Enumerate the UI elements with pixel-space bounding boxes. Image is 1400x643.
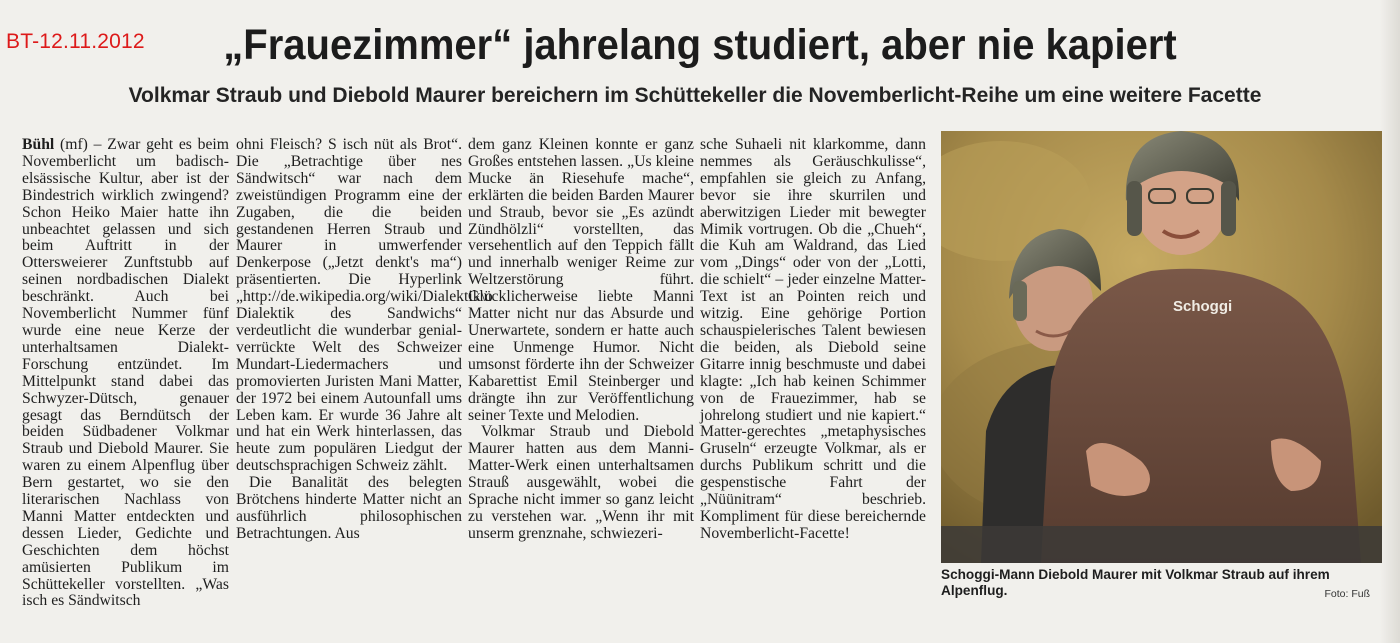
dateline: Bühl bbox=[22, 136, 55, 153]
column-3-paragraph-1: dem ganz Kleinen konnte er ganz Großes entstehen lassen. „Us kleine Mucke än Riesehufe mache“, erklärten die beiden Barden Maurer und Straub, bevor sie „Es azündt Zündhölzli“ vorstellten, das versehentlich auf den Teppich fällt und innerhalb weniger Reime zur Weltzerstörung führt. Glücklicherweise liebte Manni Matter nicht nur das Absurde und Unerwartete, sondern er hatte auch eine Unmenge Humor. Nicht umsonst förderte ihn der Schweizer Kabarettist Emil Steinberger und drängte ihn zur Veröffentlichung seiner Texte und Melodien. bbox=[468, 136, 694, 424]
column-1-paragraph-1 bbox=[22, 137, 229, 610]
article-subheadline: Volkmar Straub und Diebold Maurer bereichern im Schüttekeller die Novemberlicht-Reihe um eine weitere Facette bbox=[128, 84, 1262, 107]
column-2-paragraph-1: ohni Fleisch? S isch nüt als Brot“. Die „Betrachtige über nes Sändwitsch“ war nach dem zweistündigen Programm eine der Zugaben, die die beiden gestandenen Herren Straub und Maurer in umwerfender Denkerpose („Jetzt denkt's ma“) präsentierten. Die Hyperlink „http://de.wikipedia.org/wiki/Dialektik\o Dialektik des Sandwichs“ verdeutlicht die wunderbar genial-verrückte Welt des Schweizer Mundart-Liedermachers und promovierten Juristen Mani Matter, der 1972 bei einem Autounfall ums Leben kam. Er wurde 36 Jahre alt und hat ein Werk hinterlassen, das heute zum populären Liedgut der deutschsprachigen Schweiz zählt. bbox=[236, 136, 493, 475]
article-column-1 bbox=[22, 137, 229, 610]
column-3-paragraph-2: Volkmar Straub und Diebold Maurer hatten aus dem Manni-Matter-Werk einen unterhaltsamen Strauß ausgewählt, wobei die Sprache nicht immer so ganz leicht zu verstehen war. „Wenn ihr mit unserm grenznahe, schwiezeri- bbox=[468, 423, 694, 542]
photo-credit: Foto: Fuß bbox=[1324, 588, 1370, 600]
article-headline: „Frauezimmer“ jahrelang studiert, aber nie kapiert bbox=[223, 21, 1177, 69]
photo-caption: Schoggi-Mann Diebold Maurer mit Volkmar Straub auf ihrem Alpenflug. bbox=[941, 567, 1330, 598]
source-date-tag: BT-12.11.2012 bbox=[6, 30, 145, 53]
performers-illustration bbox=[941, 131, 1382, 563]
article-column-2 bbox=[236, 136, 493, 543]
paragraph-text: (mf) – Zwar geht es beim Novemberlicht um badisch-elsässische Kultur, aber ist der Bindestrich wirklich zwingend? Schon Heiko Maier hatte ihn unbeachtet gelassen und sich beim Auftritt in der Ottersweierer Zunftstubb auf seinen nordbadischen Dialekt beschränkt. Auch bei Novemberlicht Nummer fünf wurde eine neue Kerze der unterhaltsamen Dialekt-Forschung entzündet. Im Mittelpunkt stand dabei das Schwyzer-Dütsch, genauer gesagt das Berndütsch der beiden Südbadener Volkmar Straub und Diebold Maurer. Sie waren zu einem Alpenflug über Bern gestartet, wo sie den literarischen Nachlass von Manni Matter entdeckten und dessen Lieder, Gedichte und Geschichten dem höchst amüsierten Publikum im Schüttekeller vorstellten. „Was isch es Sändwitsch bbox=[22, 136, 229, 610]
article-column-4 bbox=[700, 137, 926, 543]
article-photo bbox=[941, 131, 1382, 563]
shirt-print: Schoggi bbox=[1173, 298, 1233, 315]
scan-edge bbox=[1380, 0, 1400, 643]
article-column-3 bbox=[468, 137, 694, 543]
column-2-paragraph-2: Die Banalität des belegten Brötchens hinderte Matter nicht an ausführlich philosophischen Betrachtungen. Aus bbox=[236, 474, 462, 542]
column-4-paragraph-1: sche Suhaeli nit klarkomme, dann nemmes als Geräuschkulisse“, empfahlen sie gleich zu Anfang, bevor sie ihre skurrilen und aberwitzigen Lieder mit bewegter Mimik vortrugen. Ob die „Chueh“, die Kuh am Waldrand, das Lied vom „Dings“ oder von der „Lotti, die schielt“ – jeder einzelne Matter-Text ist an Pointen reich und witzig. Eine gehörige Portion schauspielerisches Talent bewiesen die beiden, als Diebold seine Gitarre innig beschmuste und dabei klagte: „Ich hab keinen Schimmer von de Frauezimmer, hab se johrelong studiert und nie kapiert.“ Matter-gerechtes „metaphysisches Gruseln“ erzeugte Volkmar, als er durchs Publikum schritt und die gespenstische Fahrt der „Nüünitram“ beschrieb. Kompliment für diese bereichernde Novemberlicht-Facette! bbox=[700, 136, 926, 542]
